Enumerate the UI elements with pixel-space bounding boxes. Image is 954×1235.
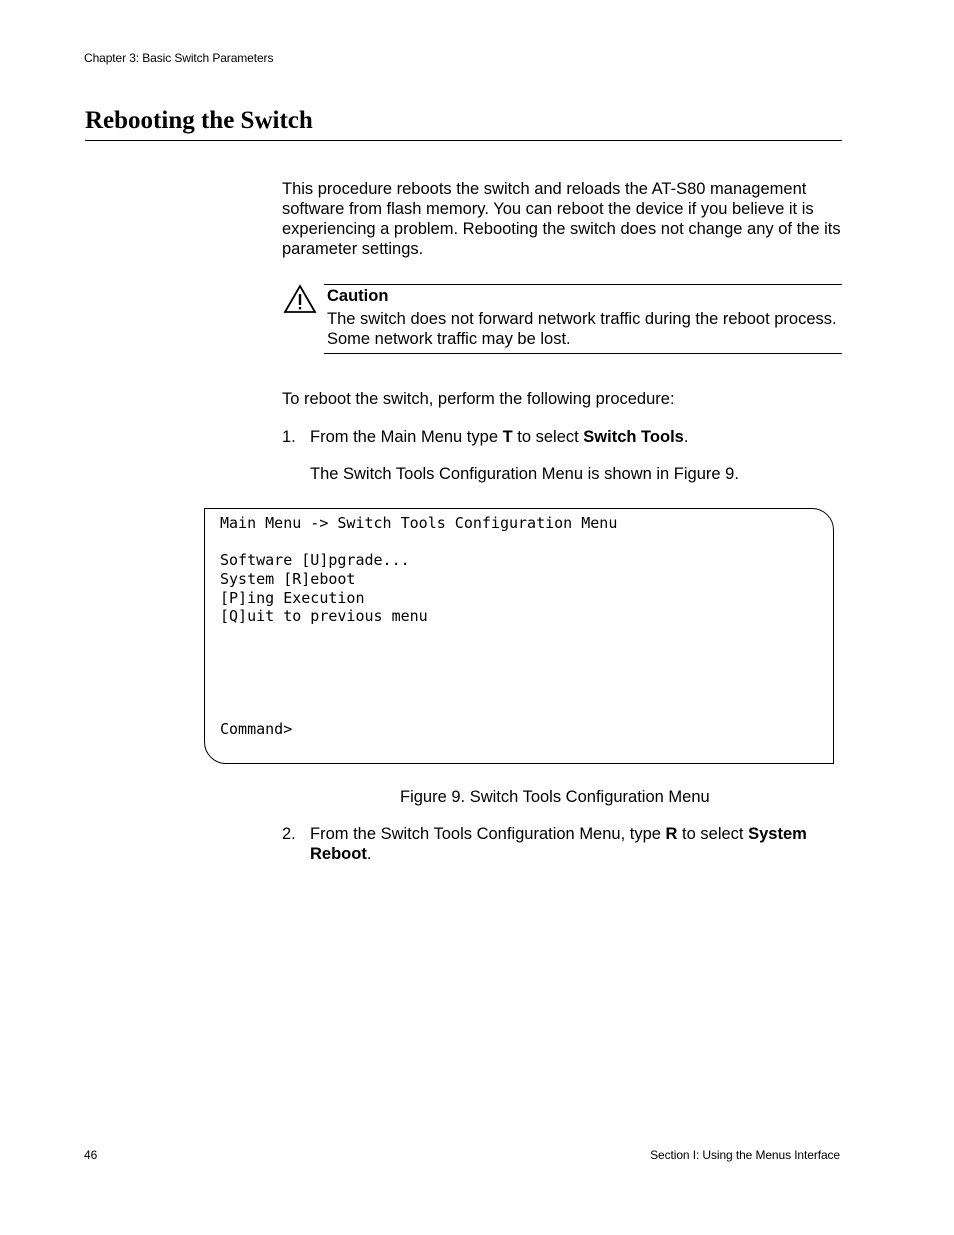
caution-top-rule (324, 284, 842, 285)
terminal-menu-item-ping: [P]ing Execution (220, 589, 365, 607)
running-footer: Section I: Using the Menus Interface (650, 1148, 840, 1162)
page-number: 46 (84, 1148, 98, 1162)
step-1-text-after: . (683, 428, 689, 446)
procedure-intro: To reboot the switch, perform the following procedure: (282, 390, 675, 408)
terminal-breadcrumb: Main Menu -> Switch Tools Configuration Menu (220, 514, 618, 532)
caution-label: Caution (327, 287, 389, 305)
step-2-text-after: . (366, 845, 372, 863)
step-2-target: System Reboot (310, 825, 807, 863)
step-1-result: The Switch Tools Configuration Menu is shown in Figure 9. (310, 465, 739, 483)
step-2-text (310, 824, 840, 864)
step-2-key: R (665, 825, 678, 843)
title-rule (85, 140, 842, 141)
caution-bottom-rule (324, 353, 842, 354)
terminal-menu-item-quit: [Q]uit to previous menu (220, 607, 428, 625)
step-1-number: 1. (282, 428, 296, 446)
step-2-number: 2. (282, 825, 296, 843)
intro-paragraph: This procedure reboots the switch and reloads the AT-S80 management software from flash memory. You can reboot the device if you believe it is experiencing a problem. Rebooting the switch does not change any of the its parameter settings. (282, 180, 841, 258)
step-1-text-before: From the Main Menu type (310, 428, 503, 446)
terminal-screen (204, 508, 834, 764)
section-title: Rebooting the Switch (85, 107, 313, 134)
caution-text: The switch does not forward network traffic during the reboot process. Some network traffic may be lost. (327, 310, 837, 348)
step-2-text-middle: to select (677, 825, 749, 843)
step-1-target: Switch Tools (583, 428, 684, 446)
step-2-text-before: From the Switch Tools Configuration Menu, type (310, 825, 666, 843)
figure-caption: Figure 9. Switch Tools Configuration Menu (400, 788, 710, 806)
running-header: Chapter 3: Basic Switch Parameters (84, 51, 274, 65)
warning-triangle-icon (283, 284, 317, 314)
step-1-text-middle: to select (512, 428, 584, 446)
terminal-menu-item-reboot: System [R]eboot (220, 570, 356, 588)
step-1-text (310, 427, 840, 447)
terminal-command-prompt: Command> (220, 720, 293, 738)
step-1-key: T (502, 428, 513, 446)
terminal-menu-item-upgrade: Software [U]pgrade... (220, 551, 410, 569)
